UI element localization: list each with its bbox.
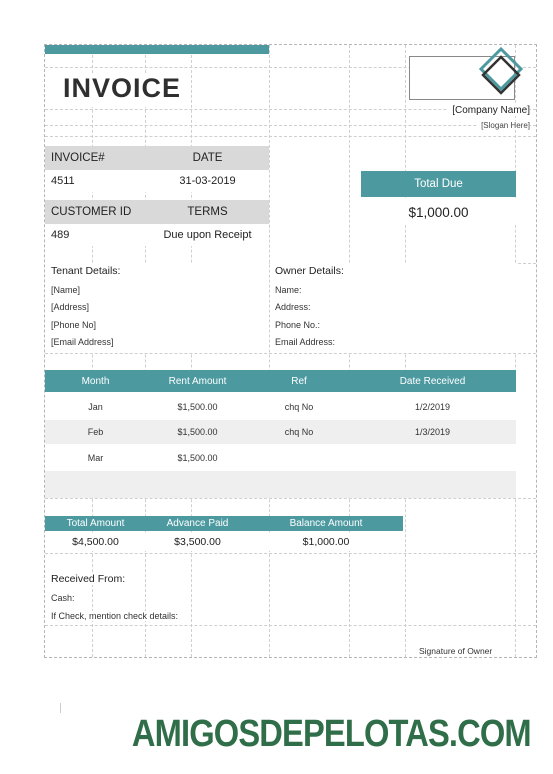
slogan: [Slogan Here] [477,121,530,130]
tenant-details [45,263,269,353]
tenant-phone: [Phone No] [51,320,97,330]
table-row [45,471,516,498]
summary-total-label: Total Amount [45,516,146,531]
invoice-no-label: INVOICE# [45,146,146,170]
rent-cell: $1,500.00 [177,427,218,437]
rent-col-month: Month [45,370,146,392]
summary-advance-label: Advance Paid [146,516,249,531]
check-details-label: If Check, mention check details: [51,611,182,621]
owner-address: Address: [275,302,311,312]
invoice-sheet [44,44,537,658]
rent-cell: Feb [87,427,104,437]
owner-email: Email Address: [275,337,336,347]
owner-name: Name: [275,285,302,295]
rent-table [45,370,516,498]
terms-label: TERMS [146,200,269,224]
signature-label: Signature of Owner [419,646,493,656]
rent-cell: Mar [87,453,104,463]
summary-total-value: $4,500.00 [45,533,146,551]
rent-cell: chq No [284,427,314,437]
tenant-email: [Email Address] [51,337,114,347]
divider [60,703,61,713]
invoice-title: INVOICE [63,73,187,107]
watermark-brand: AMIGOSDEPELOTAS.COM [132,713,531,755]
date-value: 31-03-2019 [146,170,269,192]
company-name: [Company Name] [448,105,530,116]
customer-id-value: 489 [45,224,146,246]
diamond-logo-icon [473,47,529,97]
tenant-heading: Tenant Details: [51,265,121,277]
rent-cell: $1,500.00 [177,453,218,463]
total-due-value: $1,000.00 [361,199,516,225]
rent-cell: 1/2/2019 [414,402,451,412]
date-label: DATE [146,146,269,170]
owner-heading: Owner Details: [275,265,344,277]
summary-balance-label: Balance Amount [249,516,403,531]
owner-details [270,263,516,353]
terms-value: Due upon Receipt [146,224,269,246]
summary-advance-value: $3,500.00 [146,533,249,551]
summary-balance-value: $1,000.00 [249,533,403,551]
rent-cell: Jan [88,402,103,412]
owner-phone: Phone No.: [275,320,321,330]
cash-label: Cash: [51,593,79,603]
header-accent-bar [45,45,269,54]
total-due-label: Total Due [361,171,516,197]
customer-id-label: CUSTOMER ID [45,200,146,224]
tenant-name: [Name] [51,285,81,295]
rent-cell: 1/3/2019 [414,427,451,437]
invoice-no-value: 4511 [45,170,146,192]
received-from-heading: Received From: [51,573,129,585]
rent-col-ref: Ref [249,370,349,392]
rent-col-date: Date Received [349,370,516,392]
rent-cell: chq No [284,402,314,412]
rent-col-amount: Rent Amount [146,370,249,392]
rent-cell: $1,500.00 [177,402,218,412]
tenant-address: [Address] [51,302,90,312]
